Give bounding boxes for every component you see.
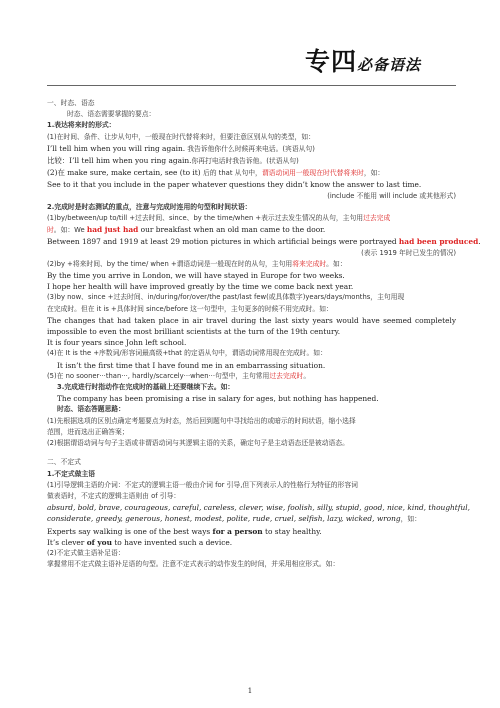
example: I hope her health will have improved greatly by the time we come back next year. xyxy=(47,282,354,292)
paragraph: (1)引导逻辑主语的介词：不定式的逻辑主语一般由介词 for 引导,但下列表示人的性格行为特征的形容词 xyxy=(47,480,358,489)
title-main: 专四 xyxy=(305,47,358,76)
example: Experts say walking is one of the best ways for a person to stay healthy. xyxy=(47,526,322,536)
example: I’ll tell him when you will ring again. 我告诉他你什么时候再来电话。(宾语从句) xyxy=(47,143,315,153)
subheading: 时态、语态需要掌握的要点： xyxy=(67,110,156,119)
word-list: considerate, greedy, generous, honest, modest, polite, rude, cruel, selfish, lazy, wicked, wrong，如： xyxy=(47,514,422,524)
section-heading: 一、时态、语态 xyxy=(47,99,95,107)
paragraph: (5)在 no sooner···than···, hardly/scarcely···when···句型中，主句常用过去完成时。 xyxy=(47,371,311,380)
word-list: absurd, bold, brave, courageous, careful, careless, clever, wise, foolish, silly, stupid, good, nice, kind, thoughtful, xyxy=(47,503,470,513)
point-heading: 1.不定式做主语 xyxy=(47,469,96,478)
example: It isn’t the first time that I have found me in an embarrassing situation. xyxy=(57,360,326,370)
example: 时。如：We had just had our breakfast when an old man came to the door. xyxy=(47,225,326,235)
paragraph: (2)by +将来时间、by the time/ when +谓语动词是一般现在时的从句，主句用将来完成时。如： xyxy=(47,259,347,268)
example: See to it that you include in the paper whatever questions they didn’t know the answer to last time. xyxy=(47,180,422,190)
point-heading: 2.完成时是时态测试的重点，注意与完成时连用的句型和时间状语： xyxy=(47,202,252,211)
document-body xyxy=(47,98,481,570)
example: It is four years since John left school. xyxy=(47,338,187,348)
paragraph: (2)根据谓语动词与句子主语或非谓语动词与其逻辑主语的关系，确定句子是主动语态还是被动语态。 xyxy=(47,439,349,448)
paragraph: 范围，进而选出正确答案； xyxy=(47,427,129,436)
point-heading: 1.表达将来时的形式： xyxy=(47,121,116,130)
note: (表示 1919 年时已发生的情况) xyxy=(361,248,456,257)
paragraph: (3)by now、since +过去时间、in/during/for/over/the past/last few(或具体数字)years/days/months，主句用现 xyxy=(47,293,405,302)
example: It’s clever of you to have invented such a device. xyxy=(47,537,233,547)
paragraph: 做表语时，不定式的逻辑主语则由 of 引导： xyxy=(47,491,181,500)
paragraph: (1)先根据选项的区别点确定考题要点为时态，然后回到题句中寻找给出的或暗示的时间状语，缩小选择 xyxy=(47,416,356,425)
note: (include 不能用 will include 或其他形式) xyxy=(327,191,456,200)
paragraph: 掌握常用不定式做主语补足语的句型。注意不定式表示的动作发生的时间，并采用相应形式。如： xyxy=(47,560,340,569)
example: The company has been promising a rise in salary for ages, but nothing has happened. xyxy=(57,394,379,404)
point-heading: 3.完成进行时指动作在完成时的基础上还要继续下去。如： xyxy=(57,383,235,392)
example: 比较：I’ll tell him when you ring again.你再打电话时我告诉他。(状语从句) xyxy=(47,156,299,166)
example: The changes that had taken place in air travel during the last sixty years would have seemed completely impossible to even the most brilliant scientists at the turn of the 19th century. xyxy=(47,315,456,337)
page-number: 1 xyxy=(247,687,253,695)
paragraph: (4)在 It is the +序数词/形容词最高级+that 的定语从句中，谓语动词常用现在完成时。如： xyxy=(47,349,327,358)
paragraph: (2)不定式做主语补足语： xyxy=(47,548,125,557)
document-title xyxy=(305,47,422,76)
paragraph: 在完成时。但在 it is +具体时间 since/before 这一句型中，主句更多的时候不用完成时。如： xyxy=(47,304,333,313)
example: By the time you arrive in London, we will have stayed in Europe for two weeks. xyxy=(47,271,345,281)
section-heading: 二、不定式 xyxy=(47,458,81,467)
title-sub: 必备语法 xyxy=(357,56,422,74)
example: Between 1897 and 1919 at least 29 motion pictures in which artificial beings were portrayed had been produced. xyxy=(47,237,481,247)
paragraph: (1)by/between/up to/till +过去时间、since、by the time/when +表示过去发生情况的从句，主句用过去完成 xyxy=(47,214,391,223)
header-rule xyxy=(47,85,456,86)
paragraph: (1)在时间、条件、让步从句中，一般现在时代替将来时，但要注意区别从句的类型，如： xyxy=(47,132,315,141)
tips-heading: 时态、语态答题思路： xyxy=(57,405,125,414)
paragraph: (2)在 make sure, make certain, see (to it) 后的 that 从句中，谓语动词用一般现在时代替将来时，如： xyxy=(47,168,385,178)
